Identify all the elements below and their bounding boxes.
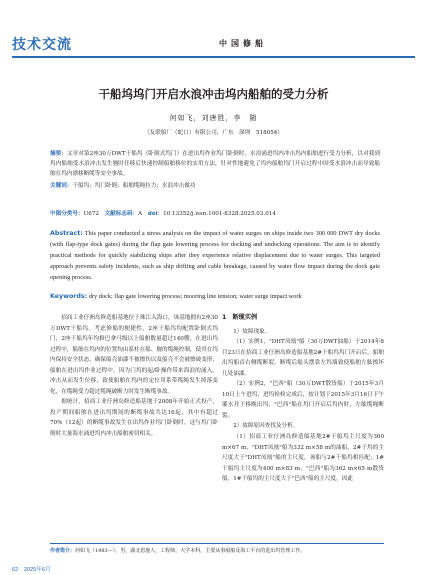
header-rule	[12, 56, 415, 58]
body-paragraph: （2）实例2，"巴西"船（30万DWT散货船）于2015年3月10日上午进坞，进坞检修完成后，按计划于2015年3月16日下午灌水并于移晚出坞，"巴西"船在坞门开启后坞内时，左舷缆绳断裂。	[222, 381, 384, 419]
keywords-en-text: dry dock; flap gate lowering process; mooring line tension; water surge impact work	[88, 293, 302, 300]
body-paragraph: （1）实例1，"DHT凤凰"船（30万DWT油船）于2014年8月23日在招商工业仔洲岛修造船基地2#干船坞坞门开启后，船舶出坞船首右侧缆断裂，断缆后船头摆靠左坞墙致使船舶左舷擦坏几处油漆。	[222, 339, 384, 377]
author-note-label: 作者简介：	[50, 548, 76, 554]
journal-name: 中国修船	[219, 38, 267, 48]
body-paragraph: 据统计，招商工业仔洲岛修造船基地于2008年开始正式投产，投产期间船舶在进出坞期间的断缆事故共达16起，其中有超过70%（12起）的断缆事故发生在出坞作业坞门卧倒时。这与坞门卧倒时大量海水涌进坞内冲击船舶密切相关。	[50, 399, 218, 438]
keywords-en	[50, 292, 380, 303]
column-title: 技术交流	[12, 37, 72, 53]
author-note-text: 何如飞（1983—），男，湖北恩施人，工程师，大学本科，主要从事船舶及海工平台的进出坞管理工作。	[75, 548, 306, 554]
body-column-left	[50, 313, 218, 440]
abstract-en-label: Abstract:	[50, 230, 83, 237]
keywords-zh-text: 干船坞；坞门卧倒；船舶缆绳拉力；水浪冲击做功	[72, 183, 196, 189]
article-authors: 何如飞，刘唐胜，李 随	[169, 114, 258, 122]
abstract-en	[50, 229, 380, 284]
keywords-zh	[50, 182, 380, 192]
article-affiliation: （友联船厂（蛇口）有限公司，广东 深圳 518054）	[144, 130, 283, 136]
footnote-rule	[50, 543, 384, 544]
subsection-label: 1）故障现象。	[233, 328, 271, 335]
body-paragraph: （1）招商工业仔洲岛修造船基地2#干船坞主尺度为360 m×67 m，"DHT凤凰"船为332 m×58 m的油船，2#干坞的主尺度大于"DHT凤凰"船的主尺度，该船与2#干船坞相匹配；1#干船坞主尺度为400 m×83 m，"巴西"船为362 m×65 m散货船，1#干船坞的主尺度大于"巴西"船的主尺度，因此	[222, 434, 384, 483]
abstract-en-text: This paper conducted a stress analysis on the impact of water surges on ships inside two 300 000 DWT dry docks (with flap-type dock gates) during the flap gate lowering process for docking and undocking operations. The aim is to identify practical methods for quickly stabilizing ships after they experience relative displacement due to water surges. This targeted approach prevents safety incidents, such as ship drifting and cable breakage, caused by water flow impact during the dock gate opening process.	[50, 230, 380, 281]
abstract-zh	[50, 150, 380, 179]
doc-code-label: 文献标志码：	[104, 211, 139, 217]
abstract-zh-text: 文章对第2座30万DWT干船坞（卧倒式坞门）在进出坞作业坞门卧倒时，水浪涌进坞内冲击坞内船舶进行受力分析，以对我到坞内船舶受水浪冲击发生翘时任移后快速控制船舶移位的实用方法，针对性地避免了坞内船舶坞门开启过程中因受水浪冲击而导致船舶在坞内漂移断缆等安全事故。	[50, 151, 380, 177]
clc-value: U672	[83, 211, 99, 217]
body-paragraph: 招商工业仔洲岛修造船基地位于珠江入海口，该基地拥有2座30万DWT干船坞。考虑修船的便捷性，2座干船坞均配置卧倒式坞门，2座干船坞年均修巴拿马级以上船舶数量超过140艘，在进出坞过程中，船舶在坞内的位置均由系柱在船、舰的缆绳控制，使其在坞内保持安全状态，确保船壳油漆不被擦伤以及船壳不会被擦破变形；船舶在进出坞作业过程中，因为门坞的起/卧操作带来海浪的涌入，冲击从而发生位移，致使船舶在坞内的定位用系带缆绳发生掉落变化，在缆绳受力超过缆绳破断力时发生断缆事故。	[50, 315, 218, 395]
article-title: 干船坞坞门开启水浪冲击坞内船舶的受力分析	[98, 87, 329, 101]
doi-value: 10.13352/j.issn.1001-8328.2025.03.014	[163, 211, 276, 217]
classification-line	[50, 209, 380, 217]
doc-code-value: A	[138, 211, 143, 217]
page-footer: 62 2025年6月	[12, 567, 51, 573]
author-note	[50, 547, 305, 554]
abstract-zh-label: 摘要：	[50, 151, 67, 157]
subsection-label: 2）故障原因查找及分析。	[233, 423, 299, 430]
body-column-right	[222, 313, 384, 485]
section-heading: 1 断缆实例	[222, 314, 258, 321]
keywords-en-label: Keywords:	[50, 293, 88, 300]
keywords-zh-label: 关键词：	[50, 183, 73, 189]
doi-label: doi：	[147, 211, 164, 217]
clc-label: 中图分类号：	[50, 211, 84, 217]
